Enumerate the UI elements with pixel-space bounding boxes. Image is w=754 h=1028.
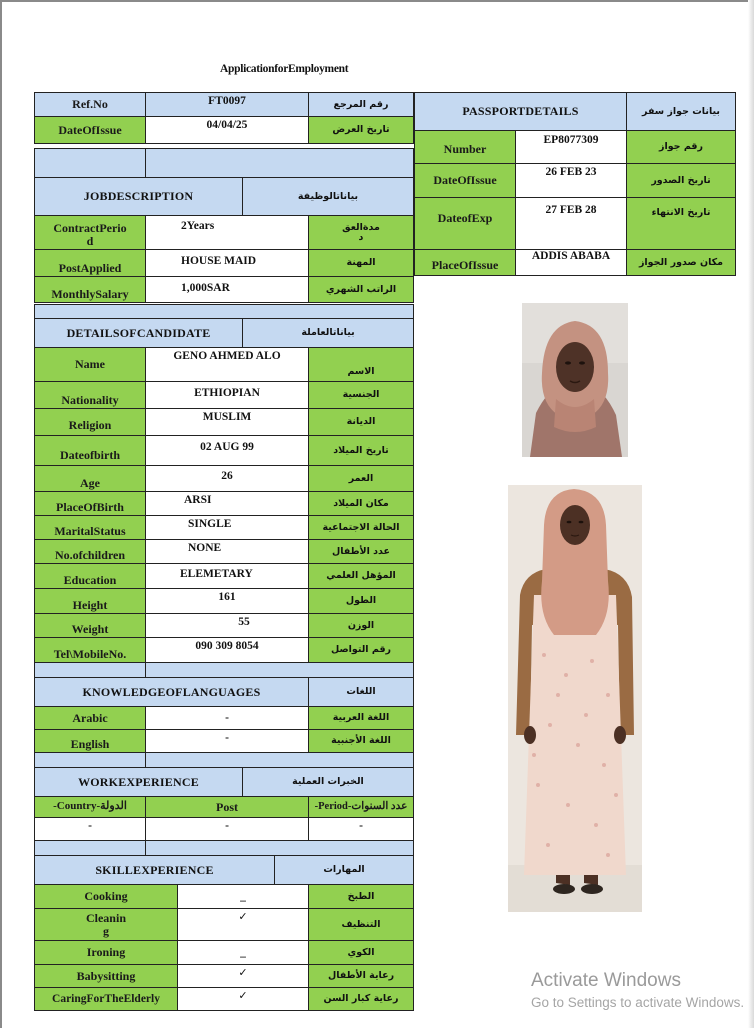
- religion-label-ar: الديانة: [308, 408, 414, 436]
- full-body-photo: [508, 485, 642, 912]
- religion-value: MUSLIM: [145, 408, 309, 436]
- skill-babysitting-value: ✓: [177, 964, 309, 988]
- name-label: Name: [34, 347, 146, 382]
- number-of-children-label-ar: عدد الأطفال: [308, 539, 414, 564]
- ref-no-label-ar: رقم المرجع: [308, 92, 414, 117]
- monthly-salary-label-ar: الراتب الشهري: [308, 276, 414, 303]
- passport-details-header: PASSPORTDETAILS: [414, 92, 627, 131]
- skill-cleaning-label: [34, 908, 178, 941]
- portrait-photo: [522, 303, 628, 457]
- skill-elderly-care-value: ✓: [177, 987, 309, 1011]
- spacer-cell: [145, 148, 414, 178]
- skill-elderly-care-label-ar: رعاية كبار السن: [308, 987, 414, 1011]
- spacer-cell: [34, 148, 146, 178]
- languages-header: KNOWLEDGEOFLANGUAGES: [34, 677, 309, 707]
- passport-issue-date-label: DateOfIssue: [414, 163, 516, 198]
- passport-details-header-ar: بيانات جواز سفر: [626, 92, 736, 131]
- activate-windows-title: Activate Windows: [531, 970, 681, 991]
- skill-babysitting-label: Babysitting: [34, 964, 178, 988]
- skill-cleaning-label-line1: Cleanin: [85, 910, 126, 925]
- spacer-cell: [34, 840, 146, 856]
- skill-ironing-value: _: [177, 940, 309, 965]
- work-experience-header: WORKEXPERIENCE: [34, 767, 243, 797]
- spacer-cell: [34, 304, 414, 319]
- date-of-issue-label: DateOfIssue: [34, 116, 146, 144]
- telephone-value: 090 309 8054: [145, 637, 309, 663]
- candidate-details-header: DETAILSOFCANDIDATE: [34, 318, 243, 348]
- work-period-column: -Period-عدد السنوات: [308, 796, 414, 818]
- arabic-value: -: [145, 706, 309, 730]
- activate-windows-subtitle[interactable]: Go to Settings to activate Windows.: [531, 995, 745, 1010]
- contract-period-label-line2: d: [86, 233, 94, 248]
- monthly-salary-label: MonthlySalary: [34, 276, 146, 303]
- religion-label: Religion: [34, 408, 146, 436]
- contract-period-label-ar: [308, 215, 414, 250]
- work-period-value: -: [308, 817, 414, 841]
- skill-ironing-label: Ironing: [34, 940, 178, 965]
- weight-value: 55: [145, 613, 309, 638]
- age-label-ar: العمر: [308, 465, 414, 492]
- post-applied-label-ar: المهنة: [308, 249, 414, 277]
- post-applied-label: PostApplied: [34, 249, 146, 277]
- marital-status-value: SINGLE: [145, 515, 309, 540]
- number-of-children-value: NONE: [145, 539, 309, 564]
- work-country-value: -: [34, 817, 146, 841]
- ref-no-value: FT0097: [145, 92, 309, 117]
- monthly-salary-value: 1,000SAR: [145, 276, 309, 303]
- weight-label-ar: الوزن: [308, 613, 414, 638]
- skill-cooking-label-ar: الطبخ: [308, 884, 414, 909]
- contract-period-value: 2Years: [145, 215, 309, 250]
- marital-status-label: MaritalStatus: [34, 515, 146, 540]
- contract-period-label-line1: ContractPerio: [53, 221, 127, 235]
- skill-cleaning-label-ar: التنظيف: [308, 908, 414, 941]
- age-value: 26: [145, 465, 309, 492]
- english-label: English: [34, 729, 146, 753]
- height-label: Height: [34, 588, 146, 614]
- passport-number-value: EP8077309: [515, 130, 627, 164]
- spacer-cell: [34, 752, 146, 768]
- work-experience-header-ar: الخبرات العملية: [242, 767, 414, 797]
- skill-babysitting-label-ar: رعاية الأطفال: [308, 964, 414, 988]
- ref-no-label: Ref.No: [34, 92, 146, 117]
- name-label-ar: الاسم: [308, 347, 414, 382]
- spacer-cell: [145, 752, 414, 768]
- skill-cooking-label: Cooking: [34, 884, 178, 909]
- english-value: -: [145, 729, 309, 753]
- spacer-cell: [145, 840, 414, 856]
- place-of-birth-label: PlaceOfBirth: [34, 491, 146, 516]
- skill-cleaning-value: ✓: [177, 908, 309, 941]
- post-applied-value: HOUSE MAID: [145, 249, 309, 277]
- age-label: Age: [34, 465, 146, 492]
- contract-period-label-ar-line2: د: [358, 231, 364, 243]
- name-value: GENO AHMED ALO: [145, 347, 309, 382]
- passport-expiry-date-value: 27 FEB 28: [515, 197, 627, 250]
- spacer-cell: [34, 662, 146, 678]
- nationality-value: ETHIOPIAN: [145, 381, 309, 409]
- passport-issue-date-value: 26 FEB 23: [515, 163, 627, 198]
- skill-ironing-label-ar: الكوي: [308, 940, 414, 965]
- english-label-ar: اللغة الأجنبية: [308, 729, 414, 753]
- education-label: Education: [34, 563, 146, 589]
- nationality-label: Nationality: [34, 381, 146, 409]
- passport-expiry-date-label-ar: تاريخ الانتهاء: [626, 197, 736, 250]
- nationality-label-ar: الجنسية: [308, 381, 414, 409]
- job-description-header: JOBDESCRIPTION: [34, 177, 243, 216]
- date-of-birth-value: 02 AUG 99: [145, 435, 309, 466]
- date-of-birth-label: Dateofbirth: [34, 435, 146, 466]
- work-post-column: Post: [145, 796, 309, 818]
- marital-status-label-ar: الحالة الاجتماعية: [308, 515, 414, 540]
- telephone-label-ar: رقم التواصل: [308, 637, 414, 663]
- education-label-ar: المؤهل العلمي: [308, 563, 414, 589]
- passport-number-label-ar: رقم جواز: [626, 130, 736, 164]
- skills-header-ar: المهارات: [274, 855, 414, 885]
- place-of-birth-label-ar: مكان الميلاد: [308, 491, 414, 516]
- education-value: ELEMETARY: [145, 563, 309, 589]
- height-value: 161: [145, 588, 309, 614]
- arabic-label: Arabic: [34, 706, 146, 730]
- languages-header-ar: اللغات: [308, 677, 414, 707]
- height-label-ar: الطول: [308, 588, 414, 614]
- skill-cooking-value: _: [177, 884, 309, 909]
- date-of-issue-value: 04/04/25: [145, 116, 309, 144]
- passport-expiry-date-label: DateofExp: [414, 197, 516, 250]
- document-title: ApplicationforEmployment: [220, 63, 349, 75]
- passport-issue-date-label-ar: تاريخ الصدور: [626, 163, 736, 198]
- job-description-header-ar: بياناتالوظيفة: [242, 177, 414, 216]
- skills-header: SKILLEXPERIENCE: [34, 855, 275, 885]
- skill-cleaning-label-line2: g: [103, 923, 109, 938]
- date-of-issue-label-ar: تاريخ العرض: [308, 116, 414, 144]
- arabic-label-ar: اللغة العربية: [308, 706, 414, 730]
- contract-period-label: [34, 215, 146, 250]
- spacer-cell: [145, 662, 414, 678]
- passport-place-of-issue-value: ADDIS ABABA: [515, 249, 627, 276]
- skill-elderly-care-label: CaringForTheElderly: [34, 987, 178, 1011]
- work-post-value: -: [145, 817, 309, 841]
- passport-place-of-issue-label: PlaceOfIssue: [414, 249, 516, 276]
- page-edge-shadow: [748, 0, 754, 1028]
- weight-label: Weight: [34, 613, 146, 638]
- passport-number-label: Number: [414, 130, 516, 164]
- date-of-birth-label-ar: تاريخ الميلاد: [308, 435, 414, 466]
- work-country-column: -Country-الدولة: [34, 796, 146, 818]
- candidate-details-header-ar: بياناتالعاملة: [242, 318, 414, 348]
- telephone-label: Tel\MobileNo.: [34, 637, 146, 663]
- number-of-children-label: No.ofchildren: [34, 539, 146, 564]
- passport-place-of-issue-label-ar: مكان صدور الجواز: [626, 249, 736, 276]
- place-of-birth-value: ARSI: [145, 491, 309, 516]
- contract-period-label-ar-line1: مدةالعق: [342, 221, 380, 233]
